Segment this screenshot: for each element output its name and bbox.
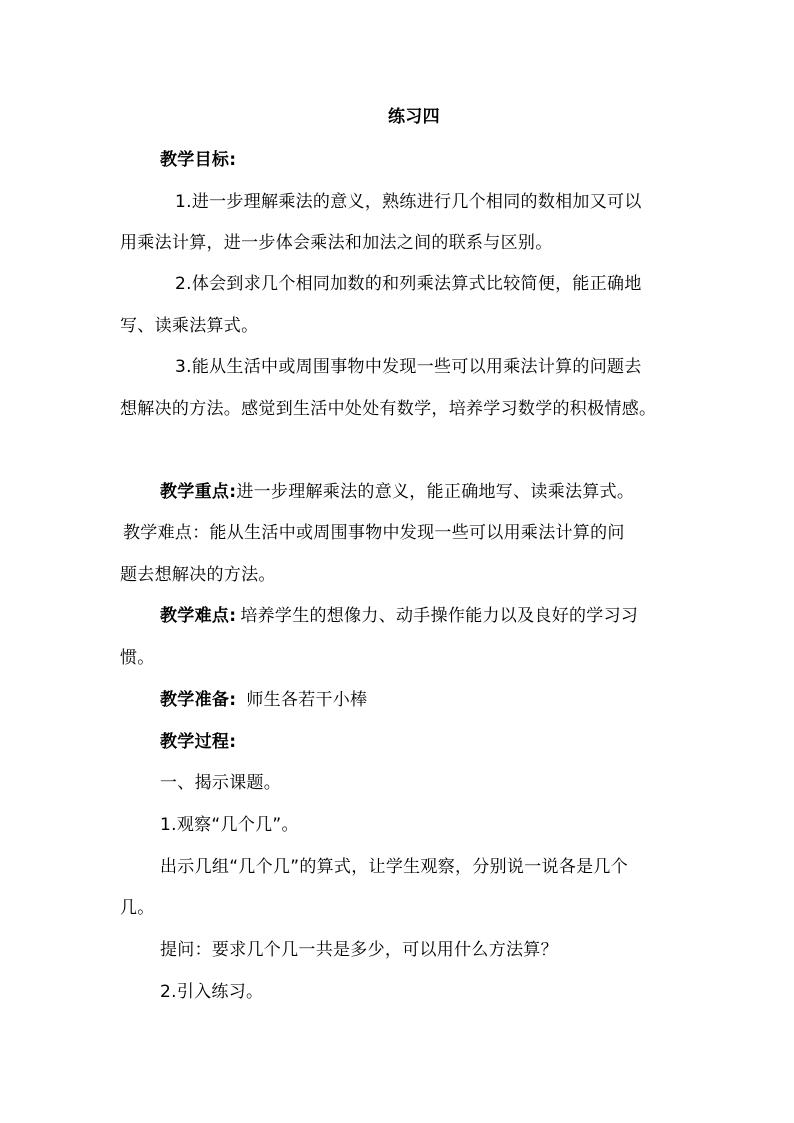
difficulty-2-text: 培养学生的想像力、动手操作能力以及良好的学习习 bbox=[240, 606, 639, 626]
preparation-text: 师生各若干小棒 bbox=[246, 690, 368, 710]
process-heading: 教学过程: bbox=[160, 732, 237, 752]
objective-3-line-1: 3.能从生活中或周围事物中发现一些可以用乘法计算的问题去 bbox=[175, 357, 642, 377]
objective-2-line-1: 2.体会到求几个相同加数的和列乘法算式比较简便，能正确地 bbox=[175, 274, 642, 294]
objective-3-line-2: 想解决的方法。感觉到生活中处处有数学，培养学习数学的积极情感。 bbox=[120, 399, 657, 419]
objective-2-line-2: 写、读乘法算式。 bbox=[120, 316, 259, 336]
process-section-1: 一、揭示课题。 bbox=[160, 773, 282, 793]
page-title: 练习四 bbox=[388, 107, 440, 127]
objectives-heading: 教学目标: bbox=[160, 150, 237, 170]
key-points-paragraph bbox=[160, 480, 634, 504]
difficulty-2-label: 教学难点: bbox=[160, 606, 237, 626]
difficulty-1-line-2: 题去想解决的方法。 bbox=[120, 565, 276, 585]
difficulty-2-line-2: 惯。 bbox=[120, 648, 155, 668]
objective-1-line-2: 用乘法计算，进一步体会乘法和加法之间的联系与区别。 bbox=[120, 233, 553, 253]
key-points-label: 教学重点: bbox=[160, 482, 237, 502]
objective-1-line-1: 1.进一步理解乘法的意义，熟练进行几个相同的数相加又可以 bbox=[175, 192, 642, 212]
preparation-paragraph bbox=[160, 688, 367, 712]
key-points-text: 进一步理解乘法的意义，能正确地写、读乘法算式。 bbox=[236, 482, 635, 502]
preparation-label: 教学准备: bbox=[160, 690, 237, 710]
difficulty-2-paragraph bbox=[160, 604, 638, 628]
process-step-1-desc-line-2: 几。 bbox=[120, 898, 155, 918]
process-question: 提问：要求几个几一共是多少，可以用什么方法算？ bbox=[160, 940, 558, 960]
process-step-1: 1.观察“几个几”。 bbox=[160, 815, 299, 835]
process-step-1-desc-line-1: 出示几组“几个几”的算式，让学生观察，分别说一说各是几个 bbox=[160, 857, 629, 877]
difficulty-1-line-1: 教学难点：能从生活中或周围事物中发现一些可以用乘法计算的问 bbox=[123, 523, 625, 543]
process-step-2: 2.引入练习。 bbox=[160, 982, 264, 1002]
